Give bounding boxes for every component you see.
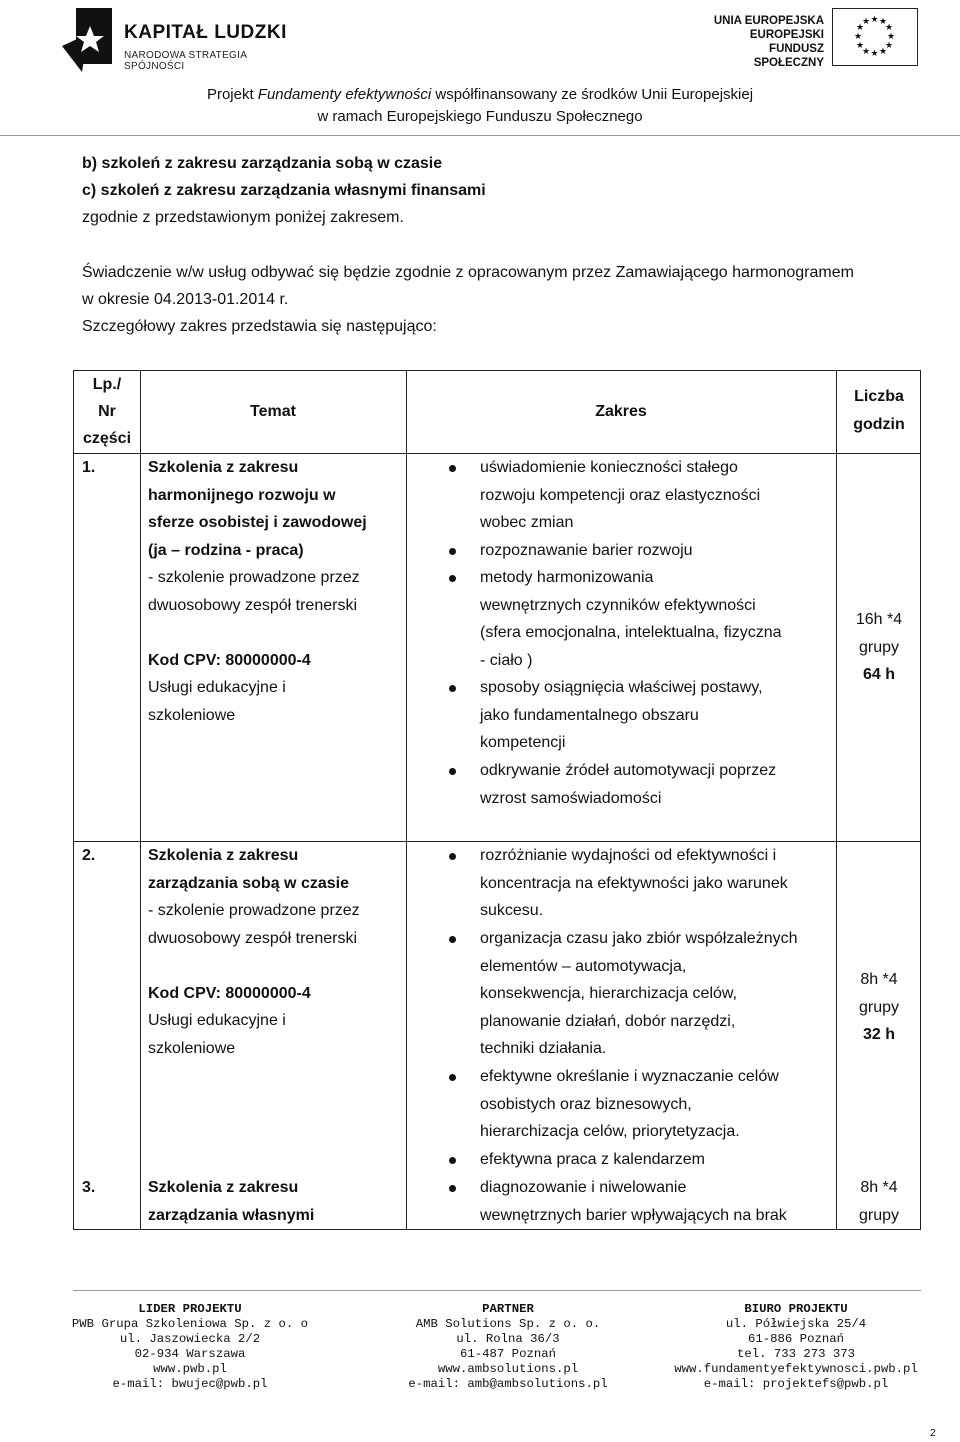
training-table (73, 370, 921, 1230)
header-zakres: Zakres (595, 403, 647, 420)
header-lp: Lp./ Nr części (82, 376, 132, 447)
svg-text:★: ★ (884, 41, 894, 51)
footer-leader: LIDER PROJEKTU PWB Grupa Szkoleniowa Sp. z o. o ul. Jaszowiecka 2/2 02-934 Warszawa www.pwb.pl e-mail: bwujec@pwb.pl (71, 1302, 309, 1391)
intro-line-d: zgodnie z przedstawionym poniżej zakresem. (82, 209, 404, 226)
intro-line-c: c) szkoleń z zakresu zarządzania własnymi finansami (82, 182, 486, 199)
logo-left-subtitle: NARODOWA STRATEGIA SPÓJNOŚCI (124, 50, 247, 72)
footer-partner: PARTNER AMB Solutions Sp. z o. o. ul. Rolna 36/3 61-487 Poznań www.ambsolutions.pl e-mail: amb@ambsolutions.pl (408, 1302, 608, 1391)
header-hours: Liczba godzin (853, 388, 905, 433)
row3-topic: Szkolenia z zakresu zarządzania własnymi (148, 1179, 315, 1224)
bullet-icon (449, 936, 456, 943)
svg-text:★: ★ (884, 23, 894, 33)
row3-number: 3. (82, 1179, 96, 1196)
project-line-1: Projekt Fundamenty efektywności współfinansowany ze środków Unii Europejskiej (206, 86, 754, 103)
intro-line-b: b) szkoleń z zakresu zarządzania sobą w czasie (82, 155, 443, 172)
svg-text:★: ★ (855, 23, 865, 33)
intro-para1-line1: Świadczenie w/w usług odbywać się będzie zgodnie z opracowanym przez Zamawiającego harmonogramem (82, 264, 854, 281)
row1-scope-item: sposoby osiągnięcia właściwej postawy, jako fundamentalnego obszaru kompetencji (480, 679, 763, 751)
col-divider (140, 371, 141, 1229)
row1-scope-item: metody harmonizowania wewnętrznych czynników efektywności (sfera emocjonalna, intelektualna, fizyczna - ciało ) (480, 569, 782, 669)
bullet-icon (449, 1185, 456, 1192)
project-line-2: w ramach Europejskiego Funduszu Społecznego (317, 108, 643, 125)
svg-text:★: ★ (878, 47, 888, 57)
row3-hours: 8h *4 grupy (858, 1179, 900, 1224)
svg-text:★: ★ (870, 49, 879, 59)
kapital-ludzki-emblem-icon (62, 6, 118, 74)
row3-scope-item: diagnozowanie i niwelowanie wewnętrznych barier wpływających na brak (480, 1179, 787, 1224)
ue-logo (700, 8, 930, 78)
footer-office: BIURO PROJEKTU ul. Półwiejska 25/4 61-886 Poznań tel. 733 273 373 www.fundamentyefektywnosci.pwb.pl e-mail: projektefs@pwb.pl (674, 1302, 918, 1391)
row2-number: 2. (82, 847, 96, 864)
svg-text:★: ★ (861, 47, 871, 57)
bullet-icon (449, 768, 456, 775)
bullet-icon (449, 1157, 456, 1164)
row2-hours: 8h *4 grupy 32 h (858, 971, 900, 1043)
svg-text:★: ★ (853, 32, 863, 42)
header-divider (0, 135, 960, 136)
svg-text:★: ★ (886, 32, 896, 42)
row2-scope-item: rozróżnianie wydajności od efektywności i koncentracja na efektywności jako warunek sukcesu. (480, 847, 788, 919)
row2-scope-item: efektywne określanie i wyznaczanie celów osobistych oraz biznesowych, hierarchizacja celów, priorytetyzacja. (480, 1068, 779, 1140)
bullet-icon (449, 548, 456, 555)
bullet-icon (449, 685, 456, 692)
page-number: 2 (930, 1428, 936, 1439)
svg-text:★: ★ (855, 41, 865, 51)
bullet-icon (449, 853, 456, 860)
bullet-icon (449, 1074, 456, 1081)
footer-divider (73, 1290, 921, 1291)
intro-para1-line2: w okresie 04.2013-01.2014 r. (82, 291, 289, 308)
intro-para2: Szczegółowy zakres przedstawia się następująco: (82, 318, 437, 335)
header-temat: Temat (250, 403, 296, 420)
row1-scope-item: rozpoznawanie barier rozwoju (480, 542, 693, 559)
col-divider (836, 371, 837, 1229)
row1-topic: Szkolenia z zakresu harmonijnego rozwoju w sferze osobistej i zawodowej (ja – rodzina - praca) - szkolenie prowadzone przez dwuosobowy zespół trenerski Kod CPV: 80000000-4 Usługi edukacyjne i szkoleniowe (148, 459, 367, 724)
row1-number: 1. (82, 459, 96, 476)
bullet-icon (449, 465, 456, 472)
svg-text:★: ★ (861, 17, 871, 27)
eu-flag-icon (832, 8, 918, 66)
row2-scope-item: organizacja czasu jako zbiór współzależnych elementów – automotywacja, konsekwencja, hierarchizacja celów, planowanie działań, dobór narzędzi, techniki działania. (480, 930, 798, 1057)
row1-hours: 16h *4 grupy 64 h (855, 611, 903, 683)
bullet-icon (449, 575, 456, 582)
row2-topic: Szkolenia z zakresu zarządzania sobą w czasie - szkolenie prowadzone przez dwuosobowy zespół trenerski Kod CPV: 80000000-4 Usługi edukacyjne i szkoleniowe (148, 847, 360, 1057)
ue-logo-text: UNIA EUROPEJSKA EUROPEJSKI FUNDUSZ SPOŁECZNY (713, 15, 824, 69)
kapital-ludzki-logo (62, 6, 292, 76)
row1-scope-item: uświadomienie konieczności stałego rozwoju kompetencji oraz elastyczności wobec zmian (480, 459, 761, 531)
svg-text:★: ★ (878, 17, 888, 27)
row1-scope-item: odkrywanie źródeł automotywacji poprzez wzrost samoświadomości (480, 762, 777, 807)
logo-left-title: KAPITAŁ LUDZKI (124, 22, 287, 43)
svg-text:★: ★ (870, 15, 879, 25)
row2-scope-item: efektywna praca z kalendarzem (480, 1151, 705, 1168)
col-divider (406, 371, 407, 1229)
